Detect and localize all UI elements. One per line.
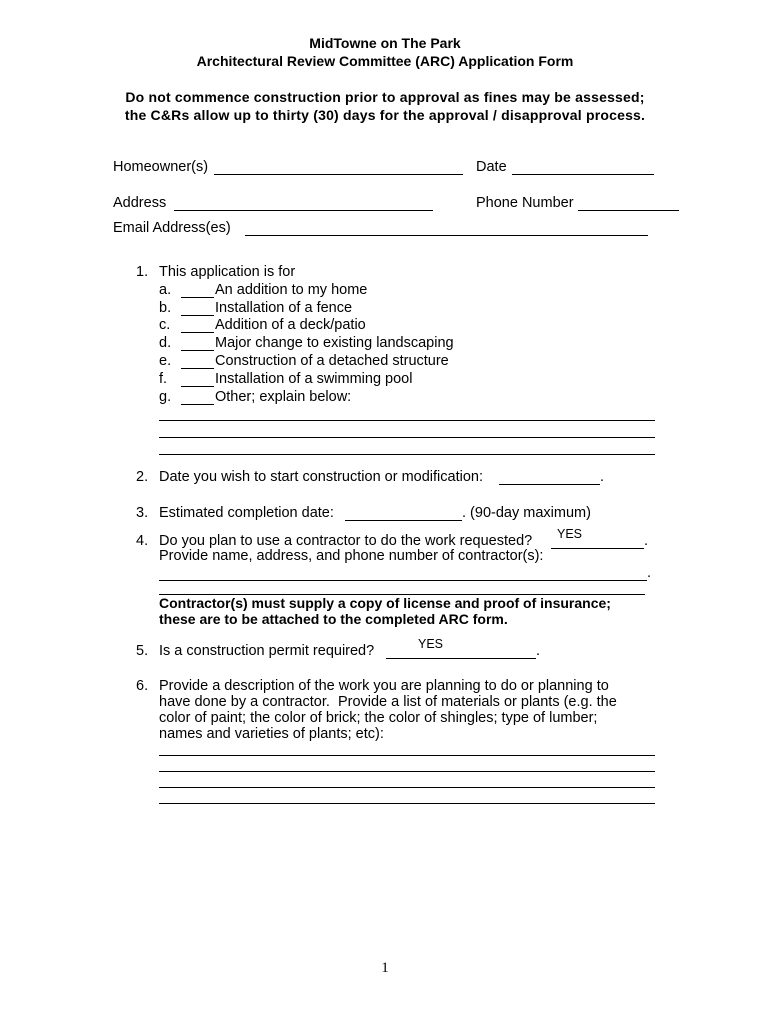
q6-line-3: color of paint; the color of brick; the color of shingles; type of lumber; (159, 710, 598, 726)
q4-line2: Provide name, address, and phone number of contractor(s): (159, 548, 544, 564)
option-letter: d. (159, 335, 172, 351)
description-line-1[interactable] (159, 755, 655, 756)
description-line-3[interactable] (159, 787, 655, 788)
phone-field[interactable] (578, 210, 679, 211)
homeowner-label: Homeowner(s) (113, 159, 209, 175)
description-line-4[interactable] (159, 803, 655, 804)
completion-date-field[interactable] (345, 520, 462, 521)
option-label: Construction of a detached structure (215, 353, 449, 369)
option-label: Other; explain below: (215, 389, 352, 405)
contractor-info-field[interactable] (159, 580, 647, 581)
option-a-checkline[interactable] (181, 297, 214, 298)
q5-period: . (536, 643, 541, 659)
start-date-field[interactable] (499, 484, 600, 485)
address-field[interactable] (174, 210, 433, 211)
q5-text: Is a construction permit required? (159, 643, 375, 659)
q3-text: Estimated completion date: (159, 505, 334, 521)
option-label: Major change to existing landscaping (215, 335, 454, 351)
email-field[interactable] (245, 235, 648, 236)
q1-text: This application is for (159, 264, 296, 280)
date-label: Date (476, 159, 507, 175)
contractor-answer: YES (557, 527, 583, 541)
option-letter: f. (159, 371, 168, 387)
email-label: Email Address(es) (113, 220, 231, 236)
q6-line-1: Provide a description of the work you are planning to do or planning to (159, 678, 609, 694)
option-letter: g. (159, 389, 172, 405)
form-title: MidTowne on The Park (309, 35, 461, 51)
description-line-2[interactable] (159, 771, 655, 772)
option-g-checkline[interactable] (181, 404, 214, 405)
option-letter: e. (159, 353, 172, 369)
contractor-note-1: Contractor(s) must supply a copy of license and proof of insurance; (159, 595, 611, 611)
homeowner-field[interactable] (214, 174, 463, 175)
option-letter: b. (159, 300, 172, 316)
q2-period: . (600, 469, 605, 485)
q4-period: . (644, 533, 649, 549)
q2-number: 2. (136, 469, 149, 485)
q4-number: 4. (136, 533, 149, 549)
phone-label: Phone Number (476, 195, 574, 211)
q4-text: Do you plan to use a contractor to do the work requested? (159, 533, 533, 549)
page-number: 1 (381, 960, 389, 976)
option-letter: c. (159, 317, 171, 333)
other-explain-line-1[interactable] (159, 420, 655, 421)
other-explain-line-2[interactable] (159, 437, 655, 438)
option-b-checkline[interactable] (181, 315, 214, 316)
permit-answer-field[interactable] (386, 658, 536, 659)
q5-number: 5. (136, 643, 149, 659)
option-label: An addition to my home (215, 282, 368, 298)
date-field[interactable] (512, 174, 654, 175)
q4-line2-period: . (647, 565, 652, 581)
q3-suffix: . (90-day maximum) (462, 505, 591, 521)
q1-number: 1. (136, 264, 149, 280)
option-c-checkline[interactable] (181, 332, 214, 333)
form-subtitle: Architectural Review Committee (ARC) Application Form (196, 53, 574, 69)
permit-answer: YES (418, 637, 444, 651)
option-letter: a. (159, 282, 172, 298)
q3-number: 3. (136, 505, 149, 521)
option-label: Installation of a fence (215, 300, 353, 316)
contractor-answer-field[interactable] (551, 548, 644, 549)
q6-line-4: names and varieties of plants; etc): (159, 726, 384, 742)
option-f-checkline[interactable] (181, 386, 214, 387)
q6-line-2: have done by a contractor. Provide a list of materials or plants (e.g. the (159, 694, 617, 710)
address-label: Address (113, 195, 167, 211)
option-label: Addition of a deck/patio (215, 317, 366, 333)
q6-number: 6. (136, 678, 149, 694)
warning-line-1: Do not commence construction prior to approval as fines may be assessed; (125, 89, 645, 105)
contractor-note-2: these are to be attached to the completed ARC form. (159, 611, 508, 627)
option-e-checkline[interactable] (181, 368, 214, 369)
other-explain-line-3[interactable] (159, 454, 655, 455)
warning-line-2: the C&Rs allow up to thirty (30) days for the approval / disapproval process. (124, 107, 646, 123)
q2-text: Date you wish to start construction or modification: (159, 469, 483, 485)
option-d-checkline[interactable] (181, 350, 214, 351)
option-label: Installation of a swimming pool (215, 371, 413, 387)
